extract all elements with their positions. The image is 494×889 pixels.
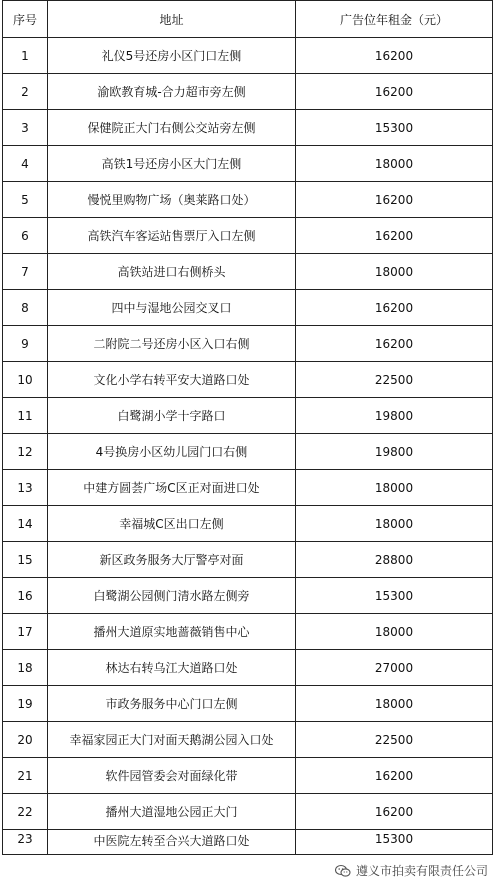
wechat-icon xyxy=(335,864,351,878)
table-row xyxy=(3,74,493,110)
row-rent: 18000 xyxy=(296,254,493,290)
row-index: 16 xyxy=(3,578,48,614)
header-index: 序号 xyxy=(3,1,48,38)
table-row xyxy=(3,146,493,182)
row-rent: 15300 xyxy=(296,578,493,614)
row-index: 21 xyxy=(3,758,48,794)
row-index: 6 xyxy=(3,218,48,254)
watermark-text: 遵义市拍卖有限责任公司 xyxy=(355,864,488,878)
table-row xyxy=(3,290,493,326)
row-address: 四中与湿地公园交叉口 xyxy=(48,290,296,326)
row-address: 白鹭湖小学十字路口 xyxy=(48,398,296,434)
table-row xyxy=(3,830,493,855)
table-row xyxy=(3,578,493,614)
row-index: 23 xyxy=(3,830,48,855)
row-rent: 16200 xyxy=(296,182,493,218)
row-index: 17 xyxy=(3,614,48,650)
row-address: 白鹭湖公园侧门清水路左侧旁 xyxy=(48,578,296,614)
row-address: 市政务服务中心门口左侧 xyxy=(48,686,296,722)
row-rent: 16200 xyxy=(296,290,493,326)
table-row xyxy=(3,182,493,218)
row-address: 二附院二号还房小区入口右侧 xyxy=(48,326,296,362)
table-row xyxy=(3,398,493,434)
row-index: 11 xyxy=(3,398,48,434)
table-row xyxy=(3,722,493,758)
row-rent: 15300 xyxy=(296,830,493,855)
table-row xyxy=(3,758,493,794)
row-rent: 16200 xyxy=(296,794,493,830)
header-rent: 广告位年租金（元） xyxy=(296,1,493,38)
table-row xyxy=(3,326,493,362)
row-index: 2 xyxy=(3,74,48,110)
row-index: 15 xyxy=(3,542,48,578)
row-address: 林达右转乌江大道路口处 xyxy=(48,650,296,686)
row-rent: 19800 xyxy=(296,398,493,434)
row-address: 幸福家园正大门对面天鹅湖公园入口处 xyxy=(48,722,296,758)
row-address: 慢悦里购物广场（奥莱路口处） xyxy=(48,182,296,218)
row-rent: 27000 xyxy=(296,650,493,686)
table-row xyxy=(3,254,493,290)
row-address: 高铁站进口右侧桥头 xyxy=(48,254,296,290)
table-row xyxy=(3,470,493,506)
row-address: 播州大道湿地公园正大门 xyxy=(48,794,296,830)
row-index: 5 xyxy=(3,182,48,218)
row-address: 播州大道原实地蔷薇销售中心 xyxy=(48,614,296,650)
row-address: 软件园管委会对面绿化带 xyxy=(48,758,296,794)
row-index: 10 xyxy=(3,362,48,398)
row-rent: 16200 xyxy=(296,758,493,794)
row-rent: 16200 xyxy=(296,218,493,254)
row-address: 4号换房小区幼儿园门口右侧 xyxy=(48,434,296,470)
row-index: 9 xyxy=(3,326,48,362)
row-index: 20 xyxy=(3,722,48,758)
row-index: 4 xyxy=(3,146,48,182)
row-address: 保健院正大门右侧公交站旁左侧 xyxy=(48,110,296,146)
row-index: 19 xyxy=(3,686,48,722)
table-row xyxy=(3,614,493,650)
header-address: 地址 xyxy=(48,1,296,38)
row-index: 8 xyxy=(3,290,48,326)
table-row xyxy=(3,38,493,74)
row-rent: 18000 xyxy=(296,470,493,506)
row-address: 文化小学右转平安大道路口处 xyxy=(48,362,296,398)
rental-table xyxy=(2,0,493,855)
row-rent: 15300 xyxy=(296,110,493,146)
row-index: 7 xyxy=(3,254,48,290)
row-index: 3 xyxy=(3,110,48,146)
row-rent: 19800 xyxy=(296,434,493,470)
row-index: 18 xyxy=(3,650,48,686)
table-row xyxy=(3,794,493,830)
row-rent: 28800 xyxy=(296,542,493,578)
row-index: 1 xyxy=(3,38,48,74)
row-rent: 18000 xyxy=(296,146,493,182)
row-rent: 18000 xyxy=(296,686,493,722)
row-rent: 18000 xyxy=(296,614,493,650)
row-rent: 16200 xyxy=(296,74,493,110)
row-address: 礼仪5号还房小区门口左侧 xyxy=(48,38,296,74)
watermark xyxy=(335,862,488,879)
row-index: 14 xyxy=(3,506,48,542)
row-index: 22 xyxy=(3,794,48,830)
row-address: 高铁1号还房小区大门左侧 xyxy=(48,146,296,182)
row-rent: 16200 xyxy=(296,38,493,74)
row-address: 中医院左转至合兴大道路口处 xyxy=(48,830,296,855)
table-row xyxy=(3,650,493,686)
row-address: 渝欧教育城-合力超市旁左侧 xyxy=(48,74,296,110)
row-address: 中建方圆荟广场C区正对面进口处 xyxy=(48,470,296,506)
row-index: 12 xyxy=(3,434,48,470)
row-address: 新区政务服务大厅警亭对面 xyxy=(48,542,296,578)
table-row xyxy=(3,434,493,470)
table-row xyxy=(3,542,493,578)
row-rent: 18000 xyxy=(296,506,493,542)
row-rent: 16200 xyxy=(296,326,493,362)
row-rent: 22500 xyxy=(296,362,493,398)
table-row xyxy=(3,110,493,146)
row-rent: 22500 xyxy=(296,722,493,758)
row-address: 幸福城C区出口左侧 xyxy=(48,506,296,542)
table-row xyxy=(3,362,493,398)
row-index: 13 xyxy=(3,470,48,506)
row-address: 高铁汽车客运站售票厅入口左侧 xyxy=(48,218,296,254)
table-row xyxy=(3,686,493,722)
table-row xyxy=(3,218,493,254)
header-row xyxy=(3,1,493,38)
table-row xyxy=(3,506,493,542)
